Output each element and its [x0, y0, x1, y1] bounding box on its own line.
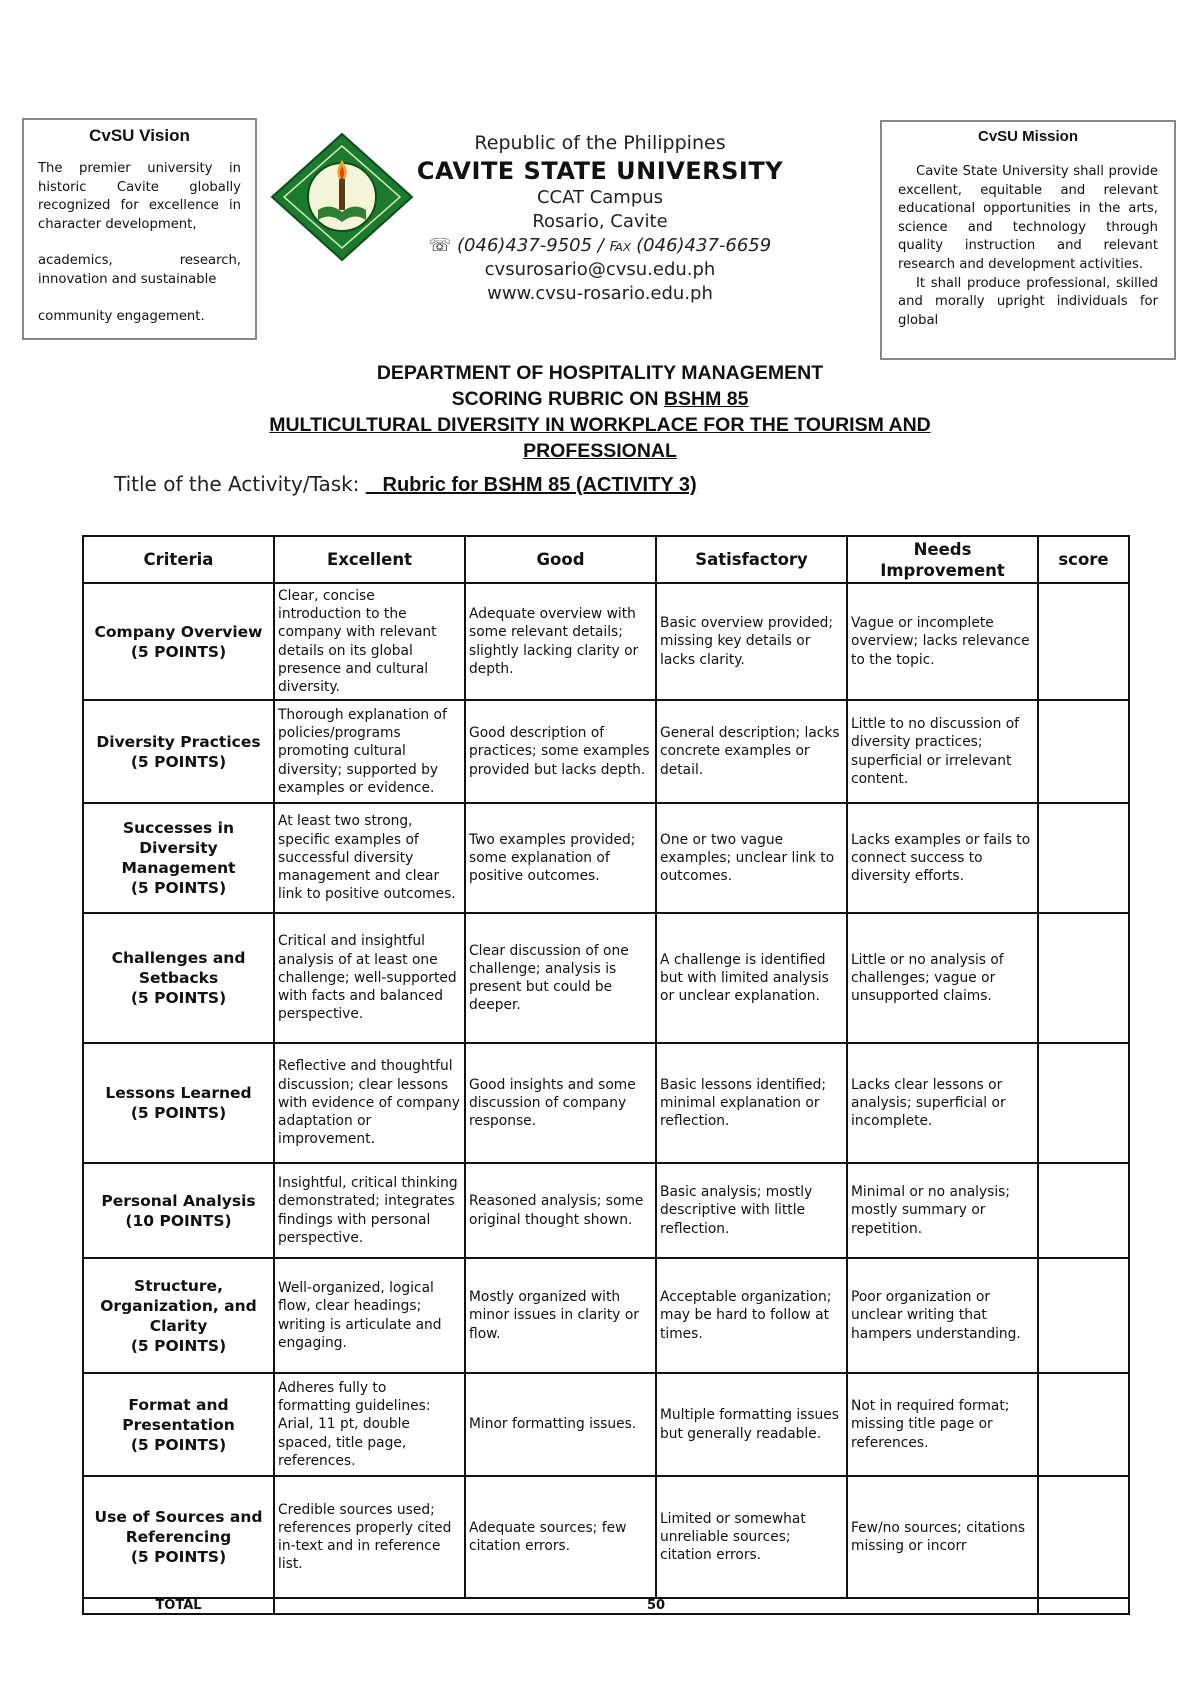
good-cell: Mostly organized with minor issues in clarity or flow.: [465, 1258, 656, 1373]
criteria-cell: [83, 1258, 274, 1373]
table-row: [83, 583, 1129, 700]
criteria-points: (5 POINTS): [130, 1336, 227, 1355]
good-cell: Adequate sources; few citation errors.: [465, 1476, 656, 1598]
criteria-name: Personal Analysis: [101, 1191, 256, 1210]
excellent-cell: Well-organized, logical flow, clear headings; writing is articulate and engaging.: [274, 1258, 465, 1373]
needs-improvement-cell: Little or no analysis of challenges; vague or unsupported claims.: [847, 913, 1038, 1043]
satisfactory-cell: Basic overview provided; missing key details or lacks clarity.: [656, 583, 847, 700]
criteria-name: Structure, Organization, and Clarity: [100, 1276, 257, 1335]
criteria-name: Company Overview: [94, 622, 263, 641]
department-name: DEPARTMENT OF HOSPITALITY MANAGEMENT: [376, 362, 824, 384]
university-name: CAVITE STATE UNIVERSITY: [416, 157, 784, 185]
header-criteria: Criteria: [83, 536, 274, 583]
score-cell[interactable]: [1038, 583, 1129, 700]
table-row: [83, 700, 1129, 803]
vision-text-3: community engagement.: [38, 308, 205, 324]
table-row: [83, 1043, 1129, 1163]
header-needs-improvement: Needs Improvement: [847, 536, 1038, 583]
table-row: [83, 913, 1129, 1043]
location-line: Rosario, Cavite: [532, 211, 668, 232]
activity-title-line: [114, 472, 697, 497]
criteria-name: Challenges and Setbacks: [111, 949, 246, 987]
score-cell[interactable]: [1038, 700, 1129, 803]
table-header-row: [83, 536, 1129, 583]
good-cell: Two examples provided; some explanation of positive outcomes.: [465, 803, 656, 913]
satisfactory-cell: Limited or somewhat unreliable sources; citation errors.: [656, 1476, 847, 1598]
satisfactory-cell: Basic lessons identified; minimal explanation or reflection.: [656, 1043, 847, 1163]
criteria-points: (5 POINTS): [130, 642, 227, 661]
score-cell[interactable]: [1038, 913, 1129, 1043]
mission-box: [880, 120, 1176, 360]
criteria-cell: [83, 700, 274, 803]
criteria-cell: [83, 1163, 274, 1258]
needs-improvement-cell: Vague or incomplete overview; lacks relevance to the topic.: [847, 583, 1038, 700]
excellent-cell: Critical and insightful analysis of at least one challenge; well-supported with facts and balanced perspective.: [274, 913, 465, 1043]
excellent-cell: Credible sources used; references properly cited in-text and in reference list.: [274, 1476, 465, 1598]
score-cell[interactable]: [1038, 1163, 1129, 1258]
needs-improvement-cell: Little to no discussion of diversity practices; superficial or irrelevant content.: [847, 700, 1038, 803]
criteria-cell: [83, 803, 274, 913]
good-cell: Reasoned analysis; some original thought shown.: [465, 1163, 656, 1258]
criteria-name: Use of Sources and Referencing: [94, 1508, 263, 1546]
header-excellent: Excellent: [274, 536, 465, 583]
table-row: [83, 1258, 1129, 1373]
criteria-points: (5 POINTS): [130, 752, 227, 771]
score-cell[interactable]: [1038, 1258, 1129, 1373]
email-line: cvsurosario@cvsu.edu.ph: [484, 259, 716, 280]
website-line: www.cvsu-rosario.edu.ph: [487, 283, 713, 304]
rubric-title: [200, 386, 1000, 412]
header-good: Good: [465, 536, 656, 583]
course-code: BSHM 85: [663, 388, 749, 410]
phone-line: ☏ (046)437-9505 / ℻ (046)437-6659: [428, 235, 772, 256]
total-row: [83, 1598, 1129, 1614]
rubric-table: [82, 535, 1130, 1615]
vision-text-1: The premier university in historic Cavite globally recognized for excellence in character development,: [38, 161, 241, 232]
needs-improvement-cell: Lacks clear lessons or analysis; superficial or incomplete.: [847, 1043, 1038, 1163]
table-row: [83, 1163, 1129, 1258]
needs-improvement-cell: Few/no sources; citations missing or incorr: [847, 1476, 1038, 1598]
total-label: TOTAL: [83, 1598, 274, 1614]
good-cell: Adequate overview with some relevant details; slightly lacking clarity or depth.: [465, 583, 656, 700]
criteria-points: (5 POINTS): [130, 1435, 227, 1454]
excellent-cell: Thorough explanation of policies/programs promoting cultural diversity; supported by examples or evidence.: [274, 700, 465, 803]
criteria-cell: [83, 1373, 274, 1476]
vision-text-2: academics, research, innovation and sustainable: [38, 253, 241, 287]
good-cell: Clear discussion of one challenge; analysis is present but could be deeper.: [465, 913, 656, 1043]
vision-box: [22, 118, 257, 340]
needs-improvement-cell: Lacks examples or fails to connect success to diversity efforts.: [847, 803, 1038, 913]
header-score: score: [1038, 536, 1129, 583]
vision-title: CvSU Vision: [89, 126, 190, 145]
mission-text-1: Cavite State University shall provide excellent, equitable and relevant educational opportunities in the arts, science and technology through quality instruction and relevant research and development activities.: [898, 164, 1158, 272]
satisfactory-cell: One or two vague examples; unclear link to outcomes.: [656, 803, 847, 913]
vision-text: [38, 160, 241, 326]
criteria-name: Diversity Practices: [96, 732, 261, 751]
university-header: [380, 130, 820, 306]
criteria-points: (5 POINTS): [130, 989, 227, 1007]
document-title-block: [200, 360, 1000, 464]
criteria-cell: [83, 583, 274, 700]
mission-text: [898, 163, 1158, 330]
needs-improvement-cell: Minimal or no analysis; mostly summary or repetition.: [847, 1163, 1038, 1258]
excellent-cell: Insightful, critical thinking demonstrated; integrates findings with personal perspective.: [274, 1163, 465, 1258]
criteria-name: Successes in Diversity Management: [121, 819, 236, 877]
score-cell[interactable]: [1038, 1043, 1129, 1163]
total-score-cell[interactable]: [1038, 1598, 1129, 1614]
score-cell[interactable]: [1038, 1373, 1129, 1476]
campus-line: CCAT Campus: [536, 187, 664, 208]
satisfactory-cell: General description; lacks concrete examples or detail.: [656, 700, 847, 803]
satisfactory-cell: A challenge is identified but with limited analysis or unclear explanation.: [656, 913, 847, 1043]
total-value: 50: [274, 1598, 1038, 1614]
good-cell: Good insights and some discussion of company response.: [465, 1043, 656, 1163]
activity-value: _ Rubric for BSHM 85 (ACTIVITY 3): [365, 474, 697, 496]
subject-title: MULTICULTURAL DIVERSITY IN WORKPLACE FOR THE TOURISM AND PROFESSIONAL: [269, 414, 931, 462]
needs-improvement-cell: Poor organization or unclear writing that hampers understanding.: [847, 1258, 1038, 1373]
criteria-cell: [83, 913, 274, 1043]
score-cell[interactable]: [1038, 1476, 1129, 1598]
excellent-cell: Reflective and thoughtful discussion; clear lessons with evidence of company adaptation or improvement.: [274, 1043, 465, 1163]
criteria-name: Format and Presentation: [122, 1395, 235, 1434]
satisfactory-cell: Basic analysis; mostly descriptive with little reflection.: [656, 1163, 847, 1258]
excellent-cell: At least two strong, specific examples of successful diversity management and clear link to positive outcomes.: [274, 803, 465, 913]
table-row: [83, 1373, 1129, 1476]
satisfactory-cell: Multiple formatting issues but generally readable.: [656, 1373, 847, 1476]
score-cell[interactable]: [1038, 803, 1129, 913]
criteria-cell: [83, 1043, 274, 1163]
rubric-prefix: SCORING RUBRIC ON: [451, 388, 664, 410]
table-row: [83, 803, 1129, 913]
criteria-cell: [83, 1476, 274, 1598]
criteria-points: (5 POINTS): [130, 879, 227, 897]
excellent-cell: Adheres fully to formatting guidelines: Arial, 11 pt, double spaced, title page, references.: [274, 1373, 465, 1476]
good-cell: Good description of practices; some examples provided but lacks depth.: [465, 700, 656, 803]
activity-label: Title of the Activity/Task:: [114, 472, 366, 496]
mission-title: CvSU Mission: [977, 128, 1079, 145]
criteria-points: (5 POINTS): [130, 1548, 227, 1566]
table-row: [83, 1476, 1129, 1598]
good-cell: Minor formatting issues.: [465, 1373, 656, 1476]
excellent-cell: Clear, concise introduction to the company with relevant details on its global presence and cultural diversity.: [274, 583, 465, 700]
criteria-points: (10 POINTS): [125, 1211, 232, 1230]
criteria-name: Lessons Learned: [105, 1084, 252, 1102]
republic-line: Republic of the Philippines: [474, 132, 726, 154]
header-satisfactory: Satisfactory: [656, 536, 847, 583]
criteria-points: (5 POINTS): [130, 1104, 227, 1122]
satisfactory-cell: Acceptable organization; may be hard to follow at times.: [656, 1258, 847, 1373]
needs-improvement-cell: Not in required format; missing title page or references.: [847, 1373, 1038, 1476]
mission-text-2: It shall produce professional, skilled and morally upright individuals for global: [898, 275, 1158, 328]
